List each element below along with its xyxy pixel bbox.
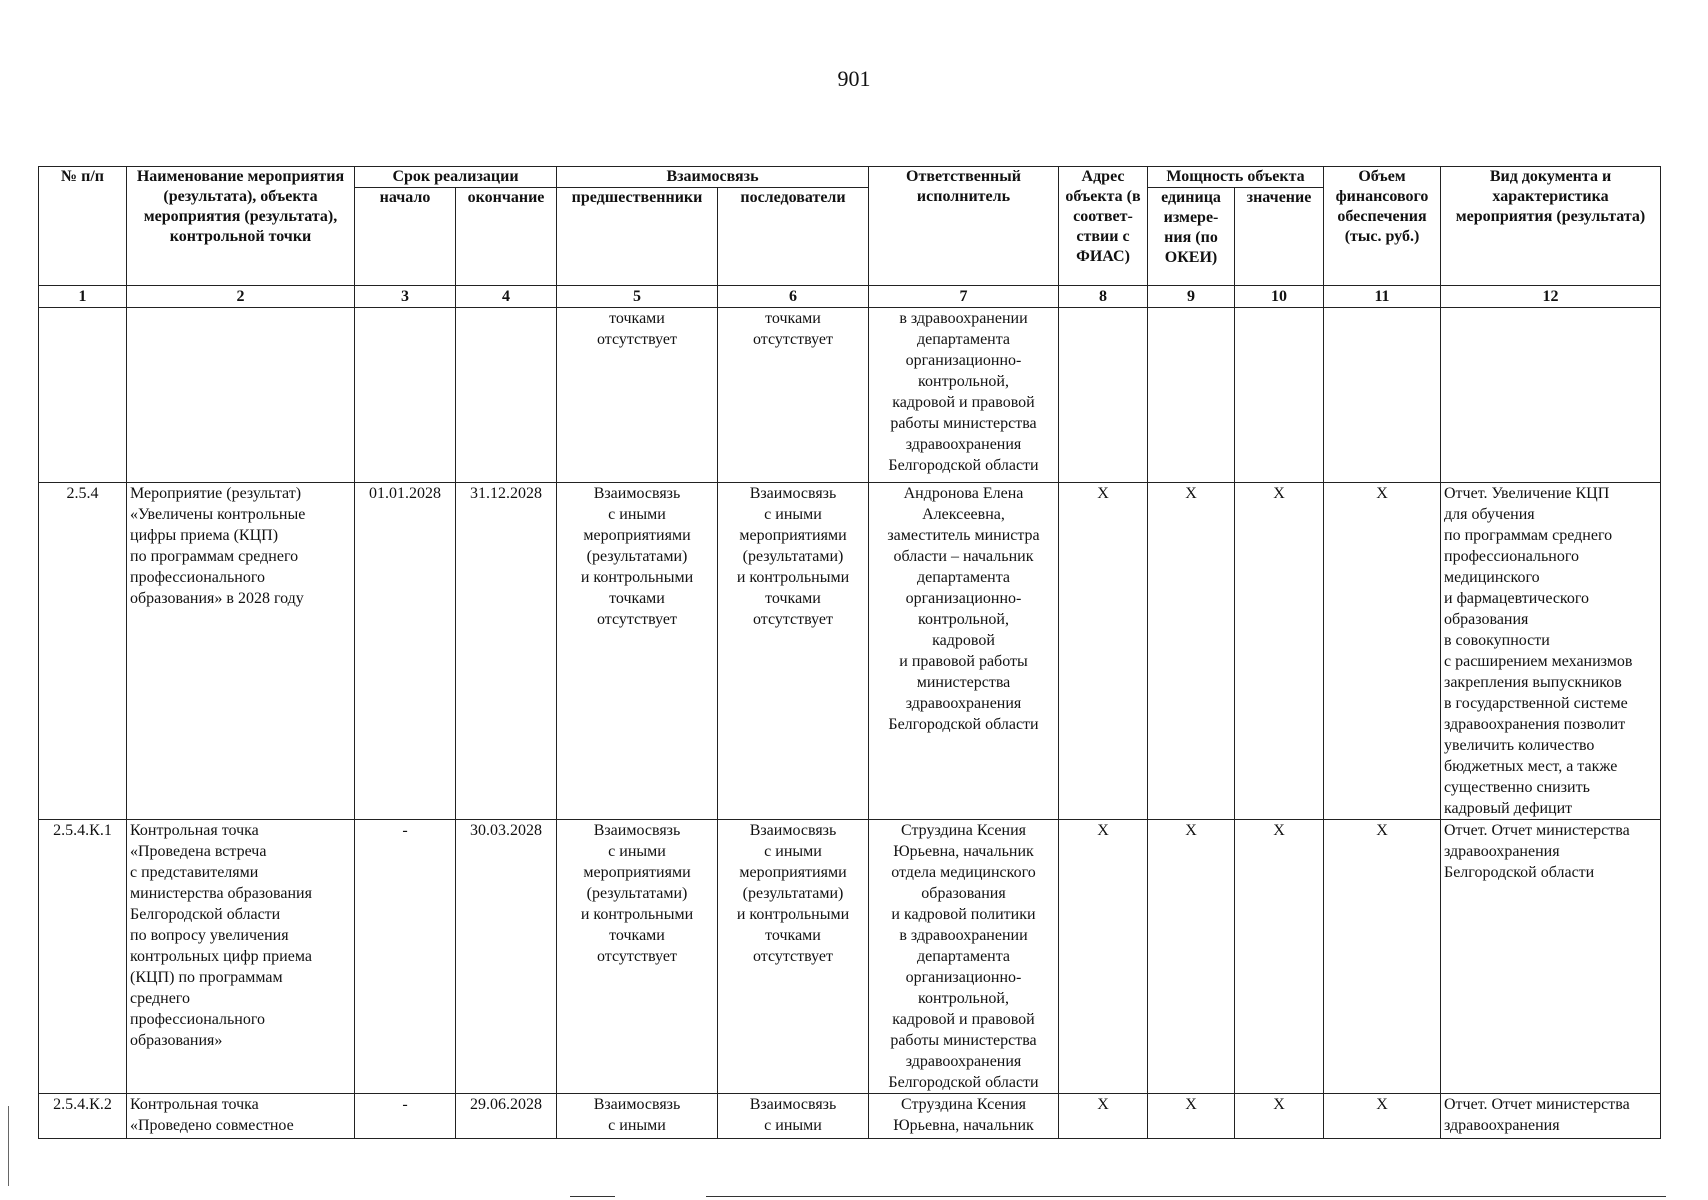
header-successors: последователи: [718, 188, 869, 286]
row-number: [39, 308, 127, 483]
row-number: 2.5.4.К.1: [39, 820, 127, 1094]
row-value: X: [1235, 1094, 1324, 1139]
column-number: 10: [1235, 286, 1324, 308]
table-row: [39, 820, 1661, 1094]
row-successors: Взаимосвязь с иными мероприятиями (результатами) и контрольными точками отсутствует: [718, 483, 869, 820]
column-number-row: [39, 286, 1661, 308]
row-end-date: 31.12.2028: [456, 483, 557, 820]
row-predecessors: Взаимосвязь с иными мероприятиями (результатами) и контрольными точками отсутствует: [557, 820, 718, 1094]
column-number: 5: [557, 286, 718, 308]
row-responsible: Струздина Ксения Юрьевна, начальник: [869, 1094, 1059, 1139]
header-finance: Объем финансового обеспечения (тыс. руб.): [1324, 167, 1441, 286]
header-value: значение: [1235, 188, 1324, 286]
row-unit: [1148, 308, 1235, 483]
header-capacity-group: Мощность объекта: [1148, 167, 1324, 188]
row-finance: X: [1324, 483, 1441, 820]
header-responsible: Ответственный исполнитель: [869, 167, 1059, 286]
header-unit: единица измере-ния (по ОКЕИ): [1148, 188, 1235, 286]
row-finance: X: [1324, 820, 1441, 1094]
row-end-date: 29.06.2028: [456, 1094, 557, 1139]
column-number: 12: [1441, 286, 1661, 308]
row-name: Мероприятие (результат) «Увеличены контрольные цифры приема (КЦП) по программам среднего профессионального образования» в 2028 году: [127, 483, 355, 820]
row-name: Контрольная точка «Проведена встреча с представителями министерства образования Белгородской области по вопросу увеличения контрольных цифр приема (КЦП) по программам среднего профессионального образования»: [127, 820, 355, 1094]
header-relation-group: Взаимосвязь: [557, 167, 869, 188]
header-document: Вид документа и характеристика мероприятия (результата): [1441, 167, 1661, 286]
column-number: 3: [355, 286, 456, 308]
row-start-date: [355, 308, 456, 483]
row-value: X: [1235, 483, 1324, 820]
row-name: Контрольная точка «Проведено совместное: [127, 1094, 355, 1139]
header-row-1: [39, 167, 1661, 188]
row-address: [1059, 308, 1148, 483]
table-row: [39, 1094, 1661, 1139]
table-row: [39, 308, 1661, 483]
row-document: Отчет. Отчет министерства здравоохранения: [1441, 1094, 1661, 1139]
row-responsible: Андронова Елена Алексеевна, заместитель министра области – начальник департамента организационно- контрольной, кадровой и правовой работы министерства здравоохранения Белгородской области: [869, 483, 1059, 820]
row-number: 2.5.4: [39, 483, 127, 820]
table-row: [39, 483, 1661, 820]
measures-table: [38, 166, 1661, 1139]
row-document: [1441, 308, 1661, 483]
row-address: X: [1059, 820, 1148, 1094]
bottom-rule-right: [706, 1196, 1666, 1197]
row-document: Отчет. Увеличение КЦП для обучения по программам среднего профессионального медицинского и фармацевтического образования в совокупности с расширением механизмов закрепления выпускников в государственной системе здравоохранения позволит увеличить количество бюджетных мест, а также существенно снизить кадровый дефицит: [1441, 483, 1661, 820]
row-start-date: -: [355, 1094, 456, 1139]
column-number: 6: [718, 286, 869, 308]
bottom-rule-left: [570, 1196, 615, 1197]
row-address: X: [1059, 1094, 1148, 1139]
row-value: [1235, 308, 1324, 483]
row-end-date: [456, 308, 557, 483]
row-start-date: -: [355, 820, 456, 1094]
row-responsible: в здравоохранении департамента организационно- контрольной, кадровой и правовой работы министерства здравоохранения Белгородской области: [869, 308, 1059, 483]
row-number: 2.5.4.К.2: [39, 1094, 127, 1139]
header-predecessors: предшественники: [557, 188, 718, 286]
column-number: 11: [1324, 286, 1441, 308]
header-end: окончание: [456, 188, 557, 286]
row-finance: [1324, 308, 1441, 483]
row-address: X: [1059, 483, 1148, 820]
row-unit: X: [1148, 483, 1235, 820]
row-responsible: Струздина Ксения Юрьевна, начальник отдела медицинского образования и кадровой политики в здравоохранении департамента организационно- контрольной, кадровой и правовой работы министерства здравоохранения Белгородской области: [869, 820, 1059, 1094]
row-successors: Взаимосвязь с иными: [718, 1094, 869, 1139]
row-unit: X: [1148, 820, 1235, 1094]
row-predecessors: Взаимосвязь с иными мероприятиями (результатами) и контрольными точками отсутствует: [557, 483, 718, 820]
row-unit: X: [1148, 1094, 1235, 1139]
header-period-group: Срок реализации: [355, 167, 557, 188]
column-number: 8: [1059, 286, 1148, 308]
column-number: 2: [127, 286, 355, 308]
row-finance: X: [1324, 1094, 1441, 1139]
margin-mark: [8, 1106, 9, 1186]
column-number: 4: [456, 286, 557, 308]
column-number: 1: [39, 286, 127, 308]
column-number: 7: [869, 286, 1059, 308]
row-predecessors: точками отсутствует: [557, 308, 718, 483]
header-name: Наименование мероприятия (результата), объекта мероприятия (результата), контрольной точки: [127, 167, 355, 286]
row-successors: точками отсутствует: [718, 308, 869, 483]
row-value: X: [1235, 820, 1324, 1094]
row-end-date: 30.03.2028: [456, 820, 557, 1094]
row-document: Отчет. Отчет министерства здравоохранения Белгородской области: [1441, 820, 1661, 1094]
row-successors: Взаимосвязь с иными мероприятиями (результатами) и контрольными точками отсутствует: [718, 820, 869, 1094]
page-number: 901: [837, 66, 871, 91]
table-body: [39, 308, 1661, 1139]
header-address: Адрес объекта (в соответ-ствии с ФИАС): [1059, 167, 1148, 286]
row-start-date: 01.01.2028: [355, 483, 456, 820]
header-num: № п/п: [39, 167, 127, 286]
row-predecessors: Взаимосвязь с иными: [557, 1094, 718, 1139]
column-number: 9: [1148, 286, 1235, 308]
header-start: начало: [355, 188, 456, 286]
row-name: [127, 308, 355, 483]
